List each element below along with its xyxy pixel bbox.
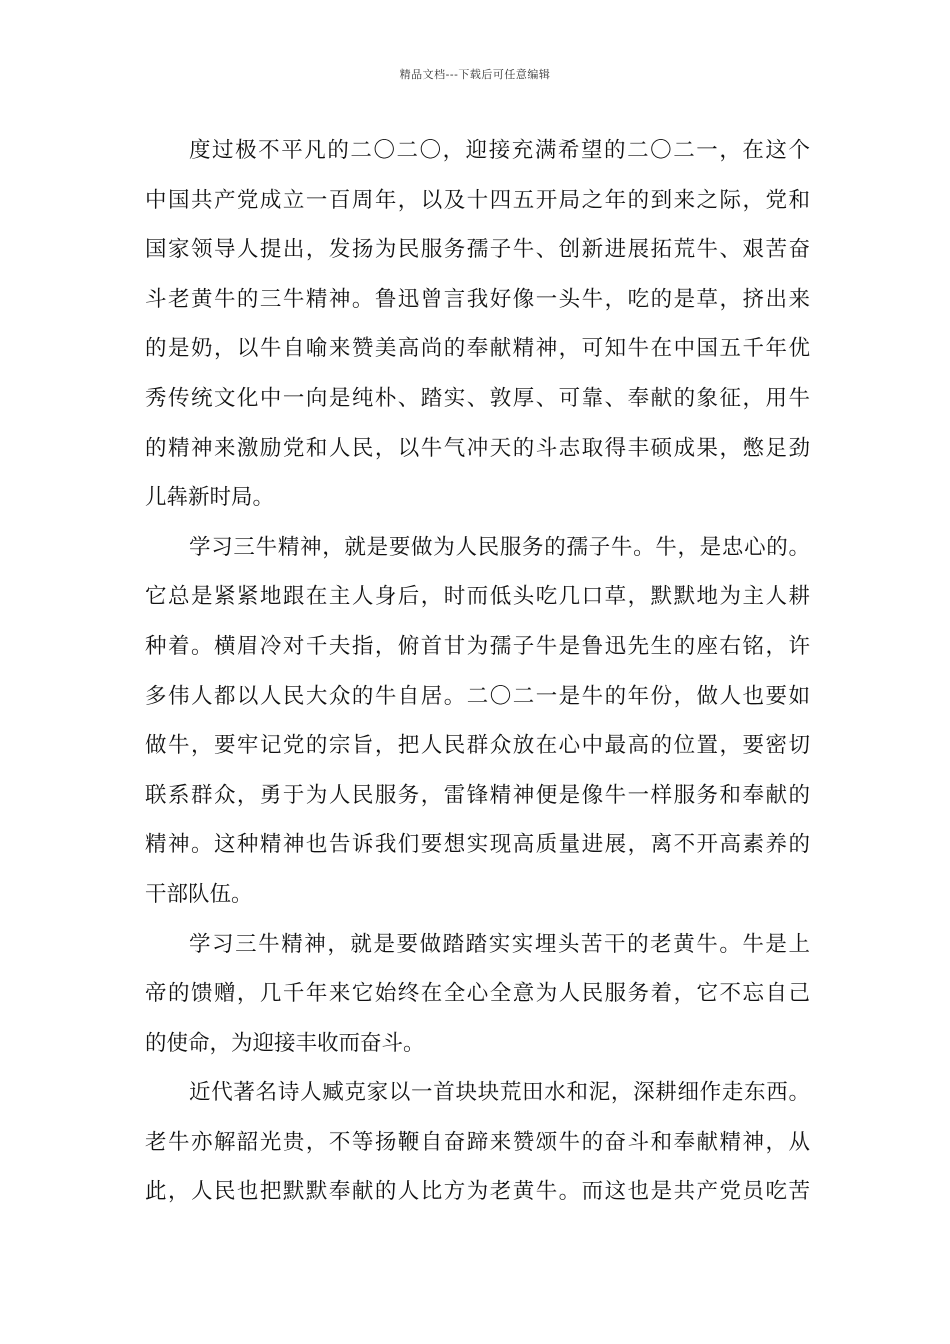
paragraph-1 bbox=[145, 131, 810, 528]
text-line: 此，人民也把默默奉献的人比方为老黄牛。而这也是共产党员吃苦 bbox=[145, 1179, 810, 1205]
text-line: 帝的馈赠，几千年来它始终在全心全意为人民服务着，它不忘自己 bbox=[145, 981, 810, 1007]
text-line: 斗老黄牛的三牛精神。鲁迅曾言我好像一头牛，吃的是草，挤出来 bbox=[145, 286, 810, 312]
text-line: 干部队伍。 bbox=[145, 881, 253, 907]
text-line: 中国共产党成立一百周年，以及十四五开局之年的到来之际，党和 bbox=[145, 187, 810, 213]
text-line: 的精神来激励党和人民，以牛气冲天的斗志取得丰硕成果，憋足劲 bbox=[145, 435, 810, 461]
text-line: 儿犇新时局。 bbox=[145, 485, 275, 511]
text-line: 联系群众，勇于为人民服务，雷锋精神便是像牛一样服务和奉献的 bbox=[145, 782, 810, 808]
text-line: 的使命，为迎接丰收而奋斗。 bbox=[145, 1030, 425, 1056]
text-line: 的是奶，以牛自喻来赞美高尚的奉献精神，可知牛在中国五千年优 bbox=[145, 336, 810, 362]
paragraph-2 bbox=[145, 528, 810, 925]
paragraph-3 bbox=[145, 925, 810, 1074]
document-body bbox=[145, 131, 810, 1222]
text-line: 学习三牛精神，就是要做为人民服务的孺子牛。牛，是忠心的。 bbox=[189, 534, 810, 560]
paragraph-4 bbox=[145, 1073, 810, 1222]
text-line: 它总是紧紧地跟在主人身后，时而低头吃几口草，默默地为主人耕 bbox=[145, 584, 810, 610]
text-line: 国家领导人提出，发扬为民服务孺子牛、创新进展拓荒牛、艰苦奋 bbox=[145, 237, 810, 263]
text-line: 学习三牛精神，就是要做踏踏实实埋头苦干的老黄牛。牛是上 bbox=[189, 931, 810, 957]
text-line: 做牛，要牢记党的宗旨，把人民群众放在心中最高的位置，要密切 bbox=[145, 733, 810, 759]
text-line: 精神。这种精神也告诉我们要想实现高质量进展，离不开高素养的 bbox=[145, 832, 810, 858]
text-line: 近代著名诗人臧克家以一首块块荒田水和泥，深耕细作走东西。 bbox=[189, 1080, 810, 1106]
text-line: 老牛亦解韶光贵，不等扬鞭自奋蹄来赞颂牛的奋斗和奉献精神，从 bbox=[145, 1129, 810, 1155]
page-header: 精品文档---下载后可任意编辑 bbox=[399, 68, 551, 81]
text-line: 度过极不平凡的二〇二〇，迎接充满希望的二〇二一，在这个 bbox=[189, 138, 810, 163]
text-line: 种着。横眉冷对千夫指，俯首甘为孺子牛是鲁迅先生的座右铭，许 bbox=[145, 633, 810, 659]
text-line: 秀传统文化中一向是纯朴、踏实、敦厚、可靠、奉献的象征，用牛 bbox=[145, 385, 810, 411]
text-line: 多伟人都以人民大众的牛自居。二〇二一是牛的年份，做人也要如 bbox=[145, 683, 810, 709]
